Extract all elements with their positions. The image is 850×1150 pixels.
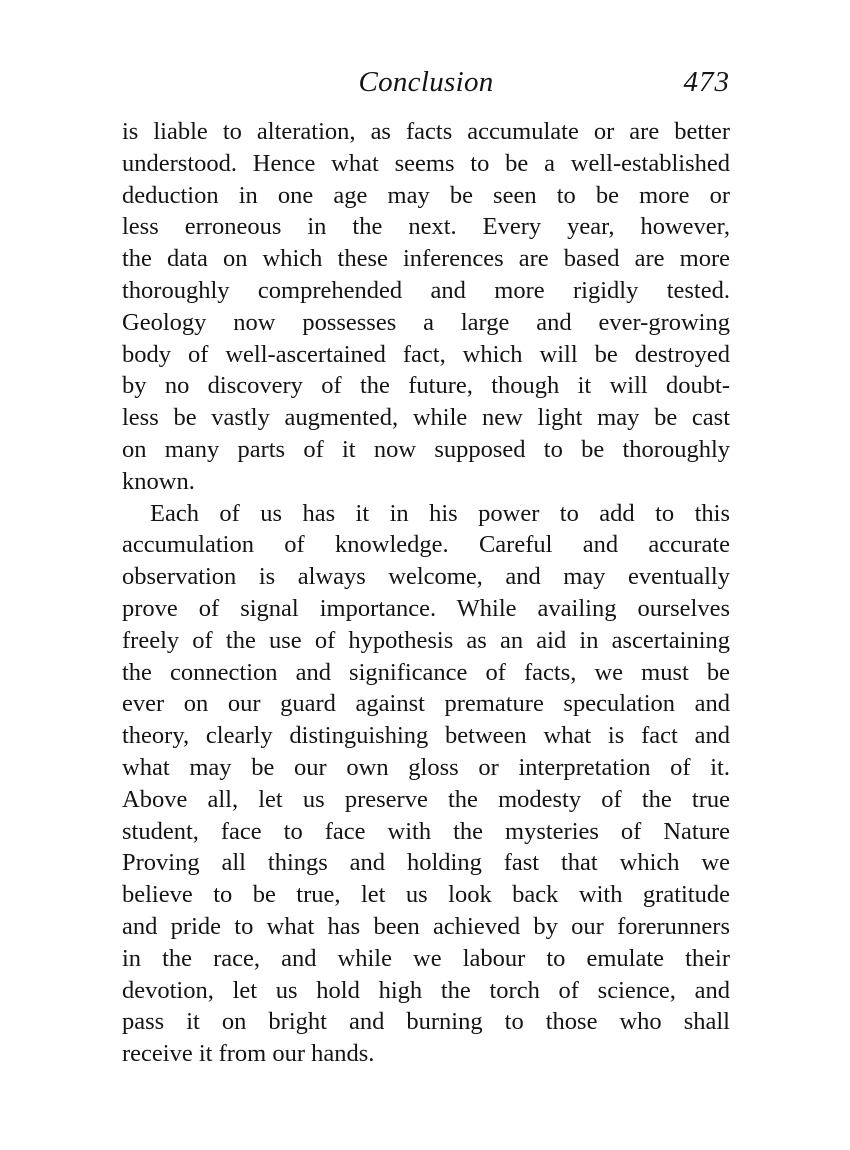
text-line: understood. Hence what seems to be a well-established xyxy=(122,149,730,177)
chapter-title: Conclusion xyxy=(358,66,494,98)
text-line: student, face to face with the mysteries of Nature xyxy=(122,817,730,845)
paragraph-2 xyxy=(122,498,730,1070)
text-line: is liable to alteration, as facts accumulate or are better xyxy=(122,118,730,145)
text-line: Geology now possesses a large and ever-growing xyxy=(122,308,730,336)
text-line: receive it from our hands. xyxy=(122,1040,375,1068)
text-line: ever on our guard against premature speculation and xyxy=(122,690,730,718)
text-line: freely of the use of hypothesis as an aid in ascertaining xyxy=(122,626,730,654)
text-line: body of well-ascertained fact, which will be destroyed xyxy=(122,340,730,368)
text-line: by no discovery of the future, though it will doubt- xyxy=(122,372,730,400)
text-line: observation is always welcome, and may eventually xyxy=(122,563,730,591)
paragraph-1 xyxy=(122,116,730,498)
text-line: on many parts of it now supposed to be thoroughly xyxy=(122,435,730,463)
running-head xyxy=(122,62,730,102)
text-line: believe to be true, let us look back with gratitude xyxy=(122,881,730,909)
page-number: 473 xyxy=(683,66,730,98)
text-line: prove of signal importance. While availing ourselves xyxy=(122,594,730,622)
body-text xyxy=(122,116,730,1070)
text-line: and pride to what has been achieved by our forerunners xyxy=(122,912,730,940)
text-line: Each of us has it in his power to add to this xyxy=(150,499,730,527)
text-line: pass it on bright and burning to those who shall xyxy=(122,1008,730,1036)
text-line: theory, clearly distinguishing between what is fact and xyxy=(122,722,730,750)
text-line: Proving all things and holding fast that which we xyxy=(122,849,730,877)
text-line: known. xyxy=(122,467,195,495)
text-line: in the race, and while we labour to emulate their xyxy=(122,944,730,972)
text-line: what may be our own gloss or interpretation of it. xyxy=(122,753,730,781)
text-line: the connection and significance of facts, we must be xyxy=(122,658,730,686)
text-line: thoroughly comprehended and more rigidly tested. xyxy=(122,276,730,304)
text-line: less erroneous in the next. Every year, however, xyxy=(122,213,730,241)
text-line: accumulation of knowledge. Careful and accurate xyxy=(122,531,730,559)
text-line: deduction in one age may be seen to be more or xyxy=(122,181,730,209)
text-line: Above all, let us preserve the modesty of the true xyxy=(122,785,730,813)
text-line: less be vastly augmented, while new light may be cast xyxy=(122,404,730,432)
text-line: the data on which these inferences are based are more xyxy=(122,245,730,273)
text-line: devotion, let us hold high the torch of science, and xyxy=(122,976,730,1004)
